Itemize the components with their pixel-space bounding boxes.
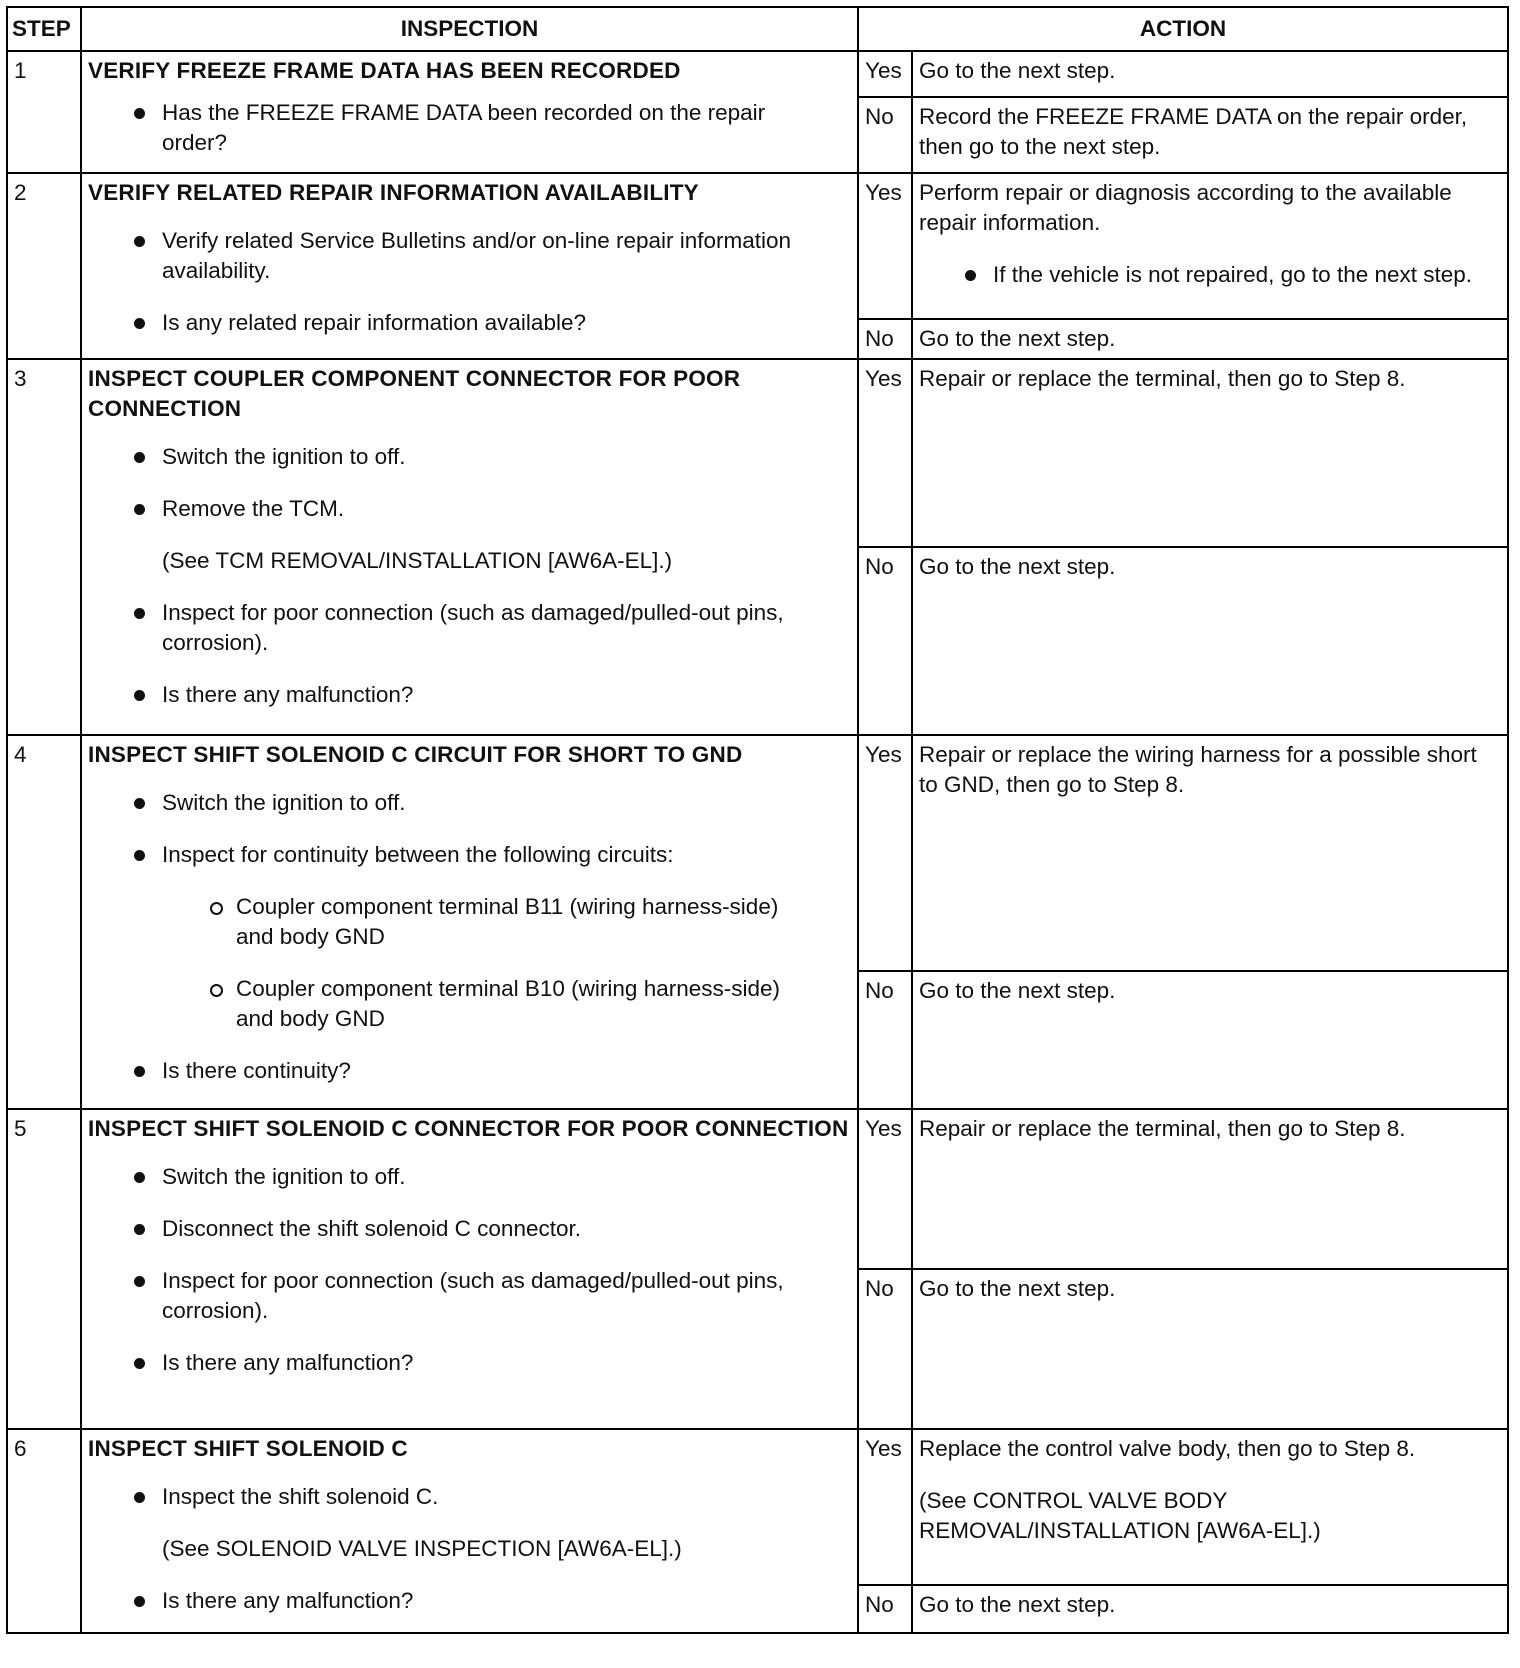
step-number: 1 xyxy=(7,51,81,173)
step-inspection xyxy=(81,735,858,1109)
yes-label: Yes xyxy=(858,735,912,971)
yes-label: Yes xyxy=(858,1109,912,1269)
diagnostic-procedure-table xyxy=(6,6,1509,1634)
no-label: No xyxy=(858,971,912,1109)
inspection-bullet: Is there any malfunction? xyxy=(162,1586,851,1616)
action-text: Record the FREEZE FRAME DATA on the repair order, then go to the next step. xyxy=(919,104,1468,159)
step-row-2-yes xyxy=(7,173,1508,319)
inspection-bullet-text: Inspect for continuity between the following circuits: xyxy=(162,842,674,867)
inspection-sub-bullet: Coupler component terminal B10 (wiring harness-side) and body GND xyxy=(236,974,811,1034)
step-number: 3 xyxy=(7,359,81,735)
inspection-sub-bullet: Coupler component terminal B11 (wiring harness-side) and body GND xyxy=(236,892,811,952)
inspection-bullet: Disconnect the shift solenoid C connector. xyxy=(162,1214,851,1244)
inspection-bullet: Verify related Service Bulletins and/or on-line repair information availability. xyxy=(162,226,851,286)
header-inspection: INSPECTION xyxy=(81,7,858,51)
step-title: VERIFY RELATED REPAIR INFORMATION AVAILABILITY xyxy=(88,180,699,205)
inspection-bullet: Inspect for poor connection (such as damaged/pulled-out pins, corrosion). xyxy=(162,1266,851,1326)
step-title: INSPECT SHIFT SOLENOID C CIRCUIT FOR SHORT TO GND xyxy=(88,742,743,767)
action-text: Go to the next step. xyxy=(919,1592,1116,1617)
action-text: Repair or replace the terminal, then go to Step 8. xyxy=(919,1116,1406,1141)
step-inspection xyxy=(81,359,858,735)
yes-action xyxy=(912,1429,1508,1585)
yes-action xyxy=(912,173,1508,319)
action-text: Go to the next step. xyxy=(919,978,1116,1003)
step-inspection xyxy=(81,173,858,359)
step-row-6-yes xyxy=(7,1429,1508,1585)
inspection-bullet: Is there continuity? xyxy=(162,1056,851,1086)
action-text: Repair or replace the wiring harness for a possible short to GND, then go to Step 8. xyxy=(919,742,1477,797)
no-action xyxy=(912,547,1508,735)
yes-action xyxy=(912,51,1508,97)
no-label: No xyxy=(858,97,912,173)
step-row-3-yes xyxy=(7,359,1508,547)
no-label: No xyxy=(858,319,912,359)
table-header-row xyxy=(7,7,1508,51)
step-inspection xyxy=(81,51,858,173)
header-step: STEP xyxy=(7,7,81,51)
action-text: Go to the next step. xyxy=(919,326,1116,351)
action-reference: (See CONTROL VALVE BODY REMOVAL/INSTALLATION [AW6A-EL].) xyxy=(919,1488,1321,1543)
step-number: 5 xyxy=(7,1109,81,1429)
step-title: INSPECT SHIFT SOLENOID C xyxy=(88,1436,408,1461)
inspection-bullet: Is any related repair information available? xyxy=(162,308,851,338)
inspection-bullet: Remove the TCM. xyxy=(162,494,851,524)
step-number: 2 xyxy=(7,173,81,359)
action-text: Go to the next step. xyxy=(919,1276,1116,1301)
step-title: VERIFY FREEZE FRAME DATA HAS BEEN RECORDED xyxy=(88,58,681,83)
action-text: Go to the next step. xyxy=(919,554,1116,579)
step-number: 4 xyxy=(7,735,81,1109)
no-action xyxy=(912,319,1508,359)
yes-label: Yes xyxy=(858,51,912,97)
inspection-bullet: Is there any malfunction? xyxy=(162,1348,851,1378)
step-row-1-yes xyxy=(7,51,1508,97)
header-action: ACTION xyxy=(858,7,1508,51)
no-action xyxy=(912,1585,1508,1633)
diagnostic-procedure-document xyxy=(6,6,1507,1634)
inspection-bullet: Switch the ignition to off. xyxy=(162,788,851,818)
yes-action xyxy=(912,735,1508,971)
step-inspection xyxy=(81,1429,858,1633)
no-label: No xyxy=(858,1269,912,1429)
yes-label: Yes xyxy=(858,1429,912,1585)
inspection-reference: (See SOLENOID VALVE INSPECTION [AW6A-EL].) xyxy=(162,1536,682,1561)
action-text: Perform repair or diagnosis according to the available repair information. xyxy=(919,180,1452,235)
step-inspection xyxy=(81,1109,858,1429)
action-text: Replace the control valve body, then go to Step 8. xyxy=(919,1436,1416,1461)
yes-action xyxy=(912,1109,1508,1269)
action-text: Repair or replace the terminal, then go to Step 8. xyxy=(919,366,1406,391)
step-row-4-yes xyxy=(7,735,1508,971)
inspection-bullet: Inspect for poor connection (such as damaged/pulled-out pins, corrosion). xyxy=(162,598,851,658)
step-row-5-yes xyxy=(7,1109,1508,1269)
no-action xyxy=(912,971,1508,1109)
inspection-bullet: Switch the ignition to off. xyxy=(162,442,851,472)
inspection-bullet: Switch the ignition to off. xyxy=(162,1162,851,1192)
no-action xyxy=(912,97,1508,173)
action-text: Go to the next step. xyxy=(919,58,1116,83)
yes-action xyxy=(912,359,1508,547)
inspection-reference: (See TCM REMOVAL/INSTALLATION [AW6A-EL].) xyxy=(162,548,673,573)
step-title: INSPECT COUPLER COMPONENT CONNECTOR FOR POOR CONNECTION xyxy=(88,366,741,421)
no-label: No xyxy=(858,547,912,735)
no-action xyxy=(912,1269,1508,1429)
inspection-bullet: Inspect the shift solenoid C. xyxy=(162,1482,851,1512)
step-title: INSPECT SHIFT SOLENOID C CONNECTOR FOR POOR CONNECTION xyxy=(88,1116,849,1141)
inspection-bullet: Is there any malfunction? xyxy=(162,680,851,710)
yes-label: Yes xyxy=(858,359,912,547)
step-number: 6 xyxy=(7,1429,81,1633)
inspection-bullet xyxy=(162,840,851,1034)
action-bullet: If the vehicle is not repaired, go to the next step. xyxy=(993,260,1501,290)
inspection-bullet: Has the FREEZE FRAME DATA been recorded on the repair order? xyxy=(162,98,851,158)
no-label: No xyxy=(858,1585,912,1633)
yes-label: Yes xyxy=(858,173,912,319)
